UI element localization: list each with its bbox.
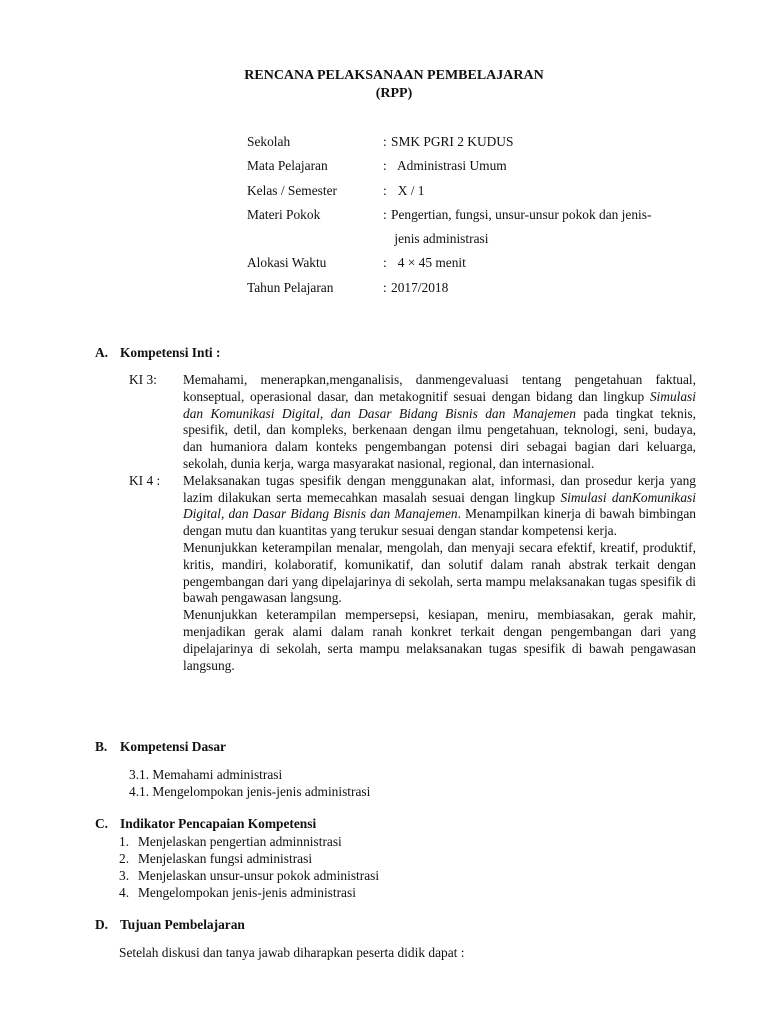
ki4-text-part: Melaksanakan tugas spesifik dengan menggunakan alat, informasi, dan prosedur kerja yang lazim dilakukan serta memecahkan masalah sesuai dengan lingkup [183, 472, 696, 505]
identity-label: Mata Pelajaran [247, 158, 328, 174]
learning-objective-intro: Setelah diskusi dan tanya jawab diharapkan peserta didik dapat : [119, 945, 465, 960]
ki4-paragraph: Menunjukkan keterampilan menalar, mengolah, dan menyaji secara efektif, kreatif, produktif, kritis, mandiri, kolaboratif, komunikatif, dan solutif dalam ranah abstrak terkait dengan pengembangan dari yang dipelajarinya di sekolah, serta mampu melaksanakan tugas spesifik di bawah pengawasan langsung. [183, 539, 696, 606]
ki3-text-part: pada tingkat teknis, spesifik, detil, dan kompleks, berkenaan dengan ilmu pengetahuan, teknologi, seni, budaya, dan humaniora dalam konteks pengembangan potensi diri sebagai bagian dari keluarga, sekolah, dunia kerja, warga masyarakat nasional, regional, dan internasional. [183, 405, 696, 471]
identity-label: Kelas / Semester [247, 182, 337, 198]
ki3-label: KI 3: [129, 372, 157, 387]
identity-label: Materi Pokok [247, 206, 321, 222]
section-a-heading [95, 345, 220, 361]
ki4-label: KI 4 : [129, 472, 161, 488]
identity-row-topic-continued [247, 230, 707, 254]
list-number: 4. [119, 885, 130, 900]
indicator-list [119, 833, 379, 901]
identity-colon: : [383, 279, 387, 295]
ki3-text [183, 372, 696, 473]
identity-value: SMK PGRI 2 KUDUS [391, 134, 514, 149]
identity-value: Administrasi Umum [391, 158, 507, 174]
section-c-heading [95, 816, 316, 832]
ki3-text-part: Memahami, menerapkan,menganalisis, danmengevaluasi tentang pengetahuan faktual, konseptual, operasional dasar, dan metakognitif sesuai dengan bidang dan lingkup [183, 372, 696, 404]
list-number: 2. [119, 851, 130, 866]
section-title: Tujuan Pembelajaran [120, 917, 245, 932]
section-title: Kompetensi Inti : [120, 345, 221, 360]
identity-label: Alokasi Waktu [247, 255, 327, 271]
list-item [119, 833, 379, 850]
identity-row-class [247, 182, 707, 206]
section-letter: A. [95, 345, 109, 360]
identity-colon: : [383, 158, 387, 174]
document-subtitle: (RPP) [375, 86, 413, 101]
section-letter: C. [95, 816, 109, 831]
ki4-paragraph [183, 473, 696, 540]
list-number: 3. [119, 868, 130, 883]
identity-table [247, 133, 707, 303]
identity-label: Sekolah [247, 134, 291, 149]
identity-row-year [247, 279, 707, 303]
list-item [119, 850, 379, 867]
identity-label: Tahun Pelajaran [247, 279, 334, 295]
identity-colon [383, 230, 391, 254]
list-text: Menjelaskan unsur-unsur pokok administrasi [138, 868, 380, 883]
core-competencies [129, 372, 696, 674]
ki4-text-italic: Simulasi danKomunikasi Digital, dan Dasar Bidang Bisnis dan Manajemen [183, 489, 696, 522]
identity-colon: : [383, 255, 387, 271]
identity-value: X / 1 [391, 182, 425, 198]
identity-label [247, 230, 383, 254]
list-item [119, 867, 379, 884]
list-item [119, 884, 379, 901]
ki4-text-part: . Menampilkan kinerja di bawah bimbingan dengan mutu dan kuantitas yang terukur sesuai dengan standar kompetensi kerja. [183, 506, 696, 539]
list-number: 1. [119, 834, 130, 849]
identity-value: 2017/2018 [391, 279, 449, 295]
ki3-text-italic: Simulasi dan Komunikasi Digital, dan Dasar Bidang Bisnis dan Manajemen [183, 388, 696, 421]
section-b-heading [95, 739, 226, 755]
list-text: Menjelaskan fungsi administrasi [138, 851, 313, 866]
ki4-row [129, 473, 696, 675]
list-text: Menjelaskan pengertian adminnistrasi [138, 834, 342, 849]
basic-competencies-list [129, 766, 370, 800]
ki4-paragraph: Menunjukkan keterampilan mempersepsi, kesiapan, meniru, membiasakan, gerak mahir, menjadikan gerak alami dalam ranah konkret terkait dengan pengembangan dari yang dipelajarinya di sekolah, serta mampu melaksanakan tugas spesifik di bawah pengawasan langsung. [183, 607, 696, 673]
identity-value: Pengertian, fungsi, unsur-unsur pokok dan jenis- [391, 206, 652, 222]
identity-row-school [247, 133, 707, 157]
identity-row-subject [247, 157, 707, 181]
section-letter: B. [95, 739, 108, 754]
list-item: 4.1. Mengelompokan jenis-jenis administrasi [129, 784, 371, 799]
section-title: Kompetensi Dasar [120, 739, 227, 754]
identity-colon: : [383, 182, 387, 198]
identity-row-time [247, 254, 707, 278]
identity-colon: : [383, 134, 387, 149]
identity-row-topic [247, 206, 707, 230]
identity-colon: : [383, 206, 387, 222]
document-title: RENCANA PELAKSANAAN PEMBELAJARAN [244, 68, 544, 83]
ki3-row [129, 372, 696, 473]
section-d-heading [95, 917, 245, 933]
section-letter: D. [95, 917, 109, 932]
ki4-text [183, 473, 696, 675]
list-item: 3.1. Memahami administrasi [129, 767, 283, 782]
section-title: Indikator Pencapaian Kompetensi [120, 816, 317, 831]
identity-value: 4 × 45 menit [391, 255, 466, 271]
list-text: Mengelompokan jenis-jenis administrasi [138, 885, 356, 900]
identity-value: jenis administrasi [391, 231, 489, 247]
